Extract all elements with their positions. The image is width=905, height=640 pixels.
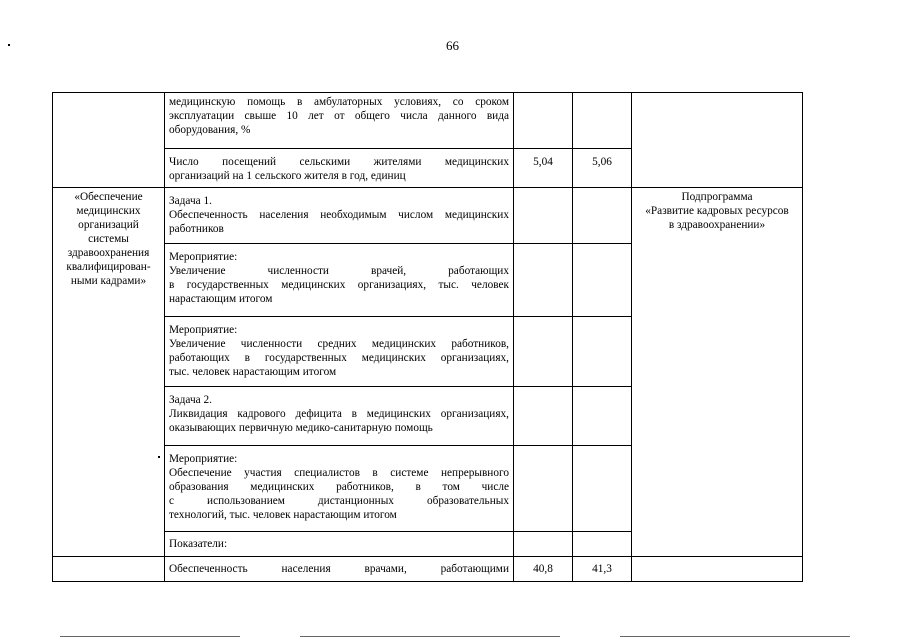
- value-cell: [573, 188, 632, 244]
- measure-cell: [165, 446, 514, 532]
- value-cell: [573, 244, 632, 317]
- text-line: Обеспеченность населения необходимым числом медицинских: [169, 209, 509, 221]
- text-line: нарастающим итогом: [169, 293, 273, 305]
- value-cell: [514, 532, 573, 557]
- indicator-text-cell: [165, 93, 514, 149]
- text-line: оборудования, %: [169, 124, 251, 136]
- text-line: Задача 1.: [169, 195, 212, 207]
- text-line: организаций на 1 сельского жителя в год, единиц: [169, 170, 406, 182]
- table-row: [53, 188, 803, 244]
- value-cell: [573, 446, 632, 532]
- value-cell: [514, 446, 573, 532]
- text-line: работающих в государственных медицинских организациях,: [169, 352, 509, 364]
- value-2019: 5,04: [514, 149, 573, 188]
- value-cell: [573, 317, 632, 387]
- measure-cell: [165, 317, 514, 387]
- page-number: 66: [446, 38, 459, 53]
- text-line: Подпрограмма: [681, 191, 753, 203]
- text-line: с использованием дистанционных образовательных: [169, 495, 509, 507]
- value-cell: [573, 532, 632, 557]
- text-line: «Развитие кадровых ресурсов: [645, 205, 789, 217]
- text-line: Ликвидация кадрового дефицита в медицинских организациях,: [169, 408, 509, 420]
- text-line: медицинских: [76, 205, 141, 217]
- indicators-label: Показатели:: [165, 532, 514, 557]
- value-cell: [514, 188, 573, 244]
- table-row: [53, 557, 803, 582]
- scan-artifact: [620, 636, 850, 637]
- text-line: организаций: [78, 219, 139, 231]
- text-line: технологий, тыс. человек нарастающим итогом: [169, 509, 397, 521]
- text-line: ными кадрами»: [70, 275, 147, 287]
- text-line: в государственных медицинских организациях, тыс. человек: [169, 279, 509, 291]
- measure-cell: [165, 244, 514, 317]
- scan-artifact: [8, 44, 10, 46]
- empty-subprogram-cell: [632, 557, 803, 582]
- text-line: работников: [169, 223, 224, 235]
- text-line: медицинскую помощь в амбулаторных условиях, со сроком: [169, 96, 509, 108]
- empty-goal-cell: [53, 557, 165, 582]
- text-line: квалифицирован-: [66, 261, 151, 273]
- text-line: в здравоохранении»: [668, 219, 766, 231]
- text-line: Число посещений сельскими жителями медицинских: [169, 156, 509, 168]
- value-2020: 5,06: [573, 149, 632, 188]
- indicators-table: [52, 92, 803, 582]
- subprogram-cell: [632, 188, 803, 557]
- indicator-text-cell: [165, 149, 514, 188]
- goal-cell: [53, 188, 165, 557]
- text-line: Увеличение численности средних медицинских работников,: [169, 338, 509, 350]
- text-line: Обеспечение участия специалистов в системе непрерывного: [169, 467, 509, 479]
- value-2019: 40,8: [514, 557, 573, 582]
- text-line: оказывающих первичную медико-санитарную помощь: [169, 422, 433, 434]
- task-cell: [165, 387, 514, 446]
- text-line: Обеспеченность населения врачами, работающими: [169, 563, 509, 575]
- value-cell: [573, 387, 632, 446]
- value-cell: [514, 387, 573, 446]
- scan-artifact: [300, 636, 560, 637]
- text-line: Увеличение численности врачей, работающих: [169, 265, 509, 277]
- table-row: [53, 93, 803, 149]
- task-cell: [165, 188, 514, 244]
- empty-subprogram-cell: [632, 93, 803, 188]
- value-2020: 41,3: [573, 557, 632, 582]
- text-line: Мероприятие:: [169, 251, 238, 263]
- empty-goal-cell: [53, 93, 165, 188]
- value-cell: [573, 93, 632, 149]
- text-line: Мероприятие:: [169, 324, 238, 336]
- indicator-text-cell: [165, 557, 514, 582]
- text-line: Мероприятие:: [169, 453, 238, 465]
- text-line: системы: [88, 233, 129, 245]
- value-cell: [514, 93, 573, 149]
- value-cell: [514, 317, 573, 387]
- value-cell: [514, 244, 573, 317]
- text-line: эксплуатации свыше 10 лет от общего числа данного вида: [169, 110, 509, 122]
- text-line: образования медицинских работников, в том числе: [169, 481, 509, 493]
- text-line: здравоохранения: [67, 247, 150, 259]
- text-line: Задача 2.: [169, 394, 212, 406]
- text-line: тыс. человек нарастающим итогом: [169, 366, 337, 378]
- scan-artifact: [60, 636, 240, 637]
- text-line: «Обеспечение: [74, 191, 143, 203]
- scan-artifact: [158, 456, 160, 458]
